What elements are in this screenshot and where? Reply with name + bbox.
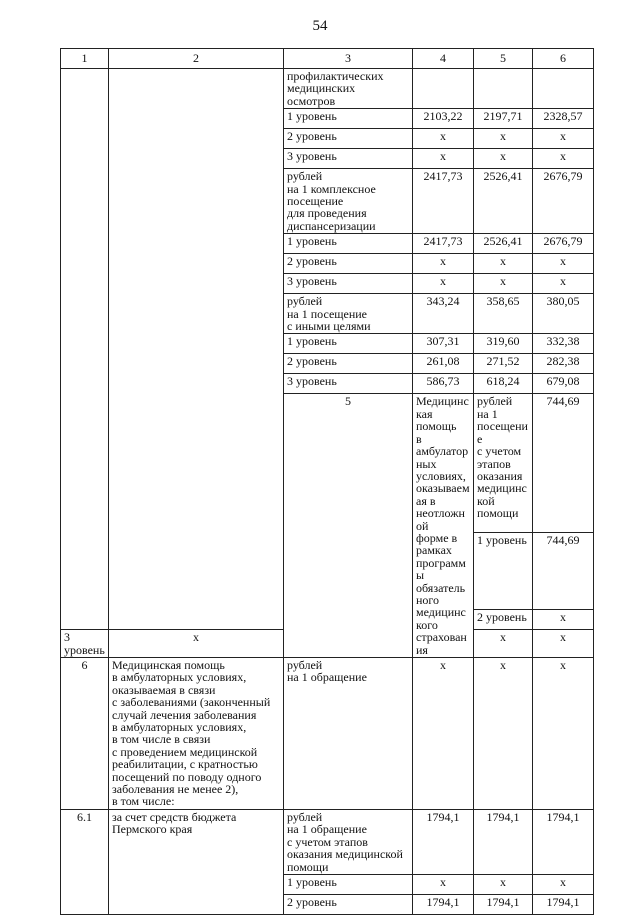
value-cell-v5: 1794,1: [474, 809, 533, 874]
value-cell-v6: х: [533, 254, 594, 274]
value-cell-v4: х: [413, 658, 474, 810]
column-header: 2: [109, 49, 284, 69]
description-cell: Медицинская помощь в амбулаторных условиях, оказываемая в неотложной форме в рамках программы обязательного медицинского страхования: [413, 394, 474, 658]
unit-cell: профилактических медицинских осмотров: [284, 69, 413, 109]
level-cell: 2 уровень: [284, 894, 413, 914]
level-cell: 3 уровень: [284, 274, 413, 294]
row-number-cell: 6: [61, 658, 109, 810]
level-cell: 1 уровень: [284, 334, 413, 354]
table-body: [61, 69, 594, 915]
column-header: 3: [284, 49, 413, 69]
description-cell: за счет средств бюджета Пермского края: [109, 809, 284, 914]
value-cell-v4: 744,69: [533, 394, 594, 532]
value-cell-v5: 2197,71: [474, 109, 533, 129]
value-cell-v4: х: [109, 630, 284, 658]
value-cell-v5: 358,65: [474, 294, 533, 334]
value-cell-v6: х: [533, 658, 594, 810]
value-cell-v6: 2328,57: [533, 109, 594, 129]
value-cell-v4: 2417,73: [413, 234, 474, 254]
unit-cell: рублей на 1 комплексное посещение для проведения диспансеризации: [284, 169, 413, 234]
column-header: 6: [533, 49, 594, 69]
unit-cell: рублей на 1 обращение с учетом этапов оказания медицинской помощи: [284, 809, 413, 874]
table-row: [61, 658, 594, 810]
column-header: 4: [413, 49, 474, 69]
value-cell-v6: х: [533, 630, 594, 658]
value-cell-v4: х: [533, 610, 594, 630]
value-cell-v4: 2103,22: [413, 109, 474, 129]
value-cell-v5: 618,24: [474, 374, 533, 394]
level-cell: 2 уровень: [284, 254, 413, 274]
value-cell-v6: х: [533, 129, 594, 149]
description-cell: [109, 69, 284, 630]
value-cell-v5: 271,52: [474, 354, 533, 374]
value-cell-v5: х: [474, 149, 533, 169]
value-cell-v6: 380,05: [533, 294, 594, 334]
row-number-cell: 6.1: [61, 809, 109, 914]
value-cell-v5: х: [474, 254, 533, 274]
value-cell-v5: х: [474, 274, 533, 294]
value-cell-v4: 343,24: [413, 294, 474, 334]
value-cell-v6: 2676,79: [533, 234, 594, 254]
value-cell-v4: [413, 69, 474, 109]
table-row: [61, 809, 594, 874]
level-cell: 1 уровень: [284, 234, 413, 254]
value-cell-v6: 332,38: [533, 334, 594, 354]
value-cell-v4: 744,69: [533, 532, 594, 609]
value-cell-v5: х: [474, 874, 533, 894]
level-cell: 1 уровень: [284, 874, 413, 894]
value-cell-v4: 1794,1: [413, 894, 474, 914]
value-cell-v5: 2526,41: [474, 169, 533, 234]
level-cell: 2 уровень: [474, 610, 533, 630]
value-cell-v4: х: [413, 149, 474, 169]
value-cell-v6: 2676,79: [533, 169, 594, 234]
value-cell-v5: х: [474, 658, 533, 810]
page-number: 54: [312, 18, 328, 34]
unit-cell: рублей на 1 посещение с учетом этапов оказания медицинской помощи: [474, 394, 533, 532]
level-cell: 1 уровень: [474, 532, 533, 609]
level-cell: 2 уровень: [284, 354, 413, 374]
unit-cell: рублей на 1 посещение с иными целями: [284, 294, 413, 334]
value-cell-v5: 1794,1: [474, 894, 533, 914]
value-cell-v6: 679,08: [533, 374, 594, 394]
value-cell-v4: х: [413, 254, 474, 274]
value-cell-v6: 1794,1: [533, 894, 594, 914]
value-cell-v5: 2526,41: [474, 234, 533, 254]
unit-cell: рублей на 1 обращение: [284, 658, 413, 810]
column-header: 5: [474, 49, 533, 69]
value-cell-v4: 307,31: [413, 334, 474, 354]
value-cell-v6: 1794,1: [533, 809, 594, 874]
level-cell: 3 уровень: [284, 374, 413, 394]
value-cell-v4: х: [413, 874, 474, 894]
row-number-cell: [61, 69, 109, 630]
value-cell-v6: [533, 69, 594, 109]
row-number-cell: 5: [284, 394, 413, 658]
value-cell-v6: х: [533, 274, 594, 294]
value-cell-v6: х: [533, 874, 594, 894]
value-cell-v4: х: [413, 274, 474, 294]
description-cell: Медицинская помощь в амбулаторных условиях, оказываемая в связи с заболеваниями (законченный случай лечения заболевания в амбулаторных условиях, в том числе в связи с проведением медицинской реабилитации, с кратностью посещений по поводу одного заболевания не менее 2), в том числе:: [109, 658, 284, 810]
column-header: 1: [61, 49, 109, 69]
value-cell-v5: х: [474, 630, 533, 658]
value-cell-v6: х: [533, 149, 594, 169]
level-cell: 3 уровень: [61, 630, 109, 658]
value-cell-v4: х: [413, 129, 474, 149]
value-cell-v5: 319,60: [474, 334, 533, 354]
table-row: [61, 69, 594, 109]
value-cell-v4: 261,08: [413, 354, 474, 374]
value-cell-v5: [474, 69, 533, 109]
value-cell-v4: 586,73: [413, 374, 474, 394]
table-header-row: [61, 49, 594, 69]
value-cell-v4: 1794,1: [413, 809, 474, 874]
norms-table: [60, 48, 594, 915]
value-cell-v6: 282,38: [533, 354, 594, 374]
value-cell-v5: х: [474, 129, 533, 149]
level-cell: 1 уровень: [284, 109, 413, 129]
level-cell: 2 уровень: [284, 129, 413, 149]
level-cell: 3 уровень: [284, 149, 413, 169]
value-cell-v4: 2417,73: [413, 169, 474, 234]
